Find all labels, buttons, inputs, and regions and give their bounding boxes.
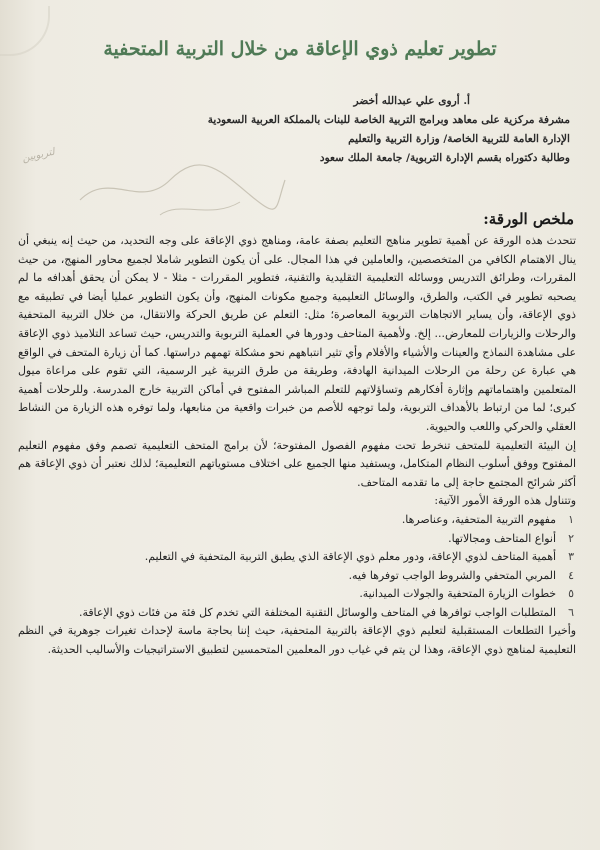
author-name: أ. أروى علي عبدالله أخضر [353,95,470,107]
abstract-heading: ملخص الورقة: [483,210,574,228]
abstract-paragraph-1: تتحدث هذه الورقة عن أهمية تطوير مناهج التعليم بصفة عامة، ومناهج ذوي الإعاقة على وجه التحديد، من حيث إنه ينبغي أن ينال الاهتمام الكافي من المتخصصين، والعاملين في هذا المجال. على أن يكون التطوير شاملا لجميع محاور المنهج، من حيث المقررات، وطرائق التدريس ووسائله التعليمية التقليدية والتقنية، فتطوير المقررات - مثلا - لا يمكن أن يحقق أهدافه ما لم يصحبه تطوير في الكتب، والطرق، والوسائل التعليمية وجميع مكونات المنهج، وأن يكون التطوير عمليا أيضا في تطبيقه مع ذوي الإعاقة، وأن يساير الاتجاهات التربوية المعاصرة؛ مثل: التعلم عن طريق الحركة والانتقال، من خلال التربية المتحفية والرحلات والزيارات للمعارض... إلخ. ولأهمية المتاحف ودورها في العملية التربوية والتدريس، حيث تساعد التلاميذ ذوي الإعاقة على مشاهدة النماذج والعينات والأشياء والأفلام وأي تثير انتباههم نحو مشكلة تهمهم دراستها. كما أن زيارة المتحف في الواقع هي عبارة عن رحلة من الرحلات الميدانية الهادفة، وطريقة من طرق التربية غير الرسمية، التي تقوم على مراعاة ميول المتعلمين واهتماماتهم وإثارة أفكارهم وتساؤلاتهم للتعلم المباشر المفتوح في أماكن التربية خارج المدرسة. وللرحلات أهمية كبرى؛ لما من ارتباط بالأهداف التربوية، ولما توجهه للأصم من خبرات واقعية من منابعها، ولما توفره هذه الزيارة من النشاط العقلي والحركي واللعب والحيوية. [18,234,576,433]
author-role-2: الإدارة العامة للتربية الخاصة/ وزارة التربية والتعليم [348,133,570,145]
list-item: ٣ أهمية المتاحف لذوي الإعاقة، ودور معلم ذوي الإعاقة الذي يطبق التربية المتحفية في التعليم. [144,550,574,564]
handwritten-annotation [70,140,290,230]
list-item: ١ مفهوم التربية المتحفية، وعناصرها. [401,512,574,526]
handwritten-note: لتربويين [21,146,56,165]
topics-list [18,511,576,623]
list-item: ٢ أنواع المتاحف ومجالاتها. [448,531,574,545]
list-intro: وتتناول هذه الورقة الأمور الآتية: [434,494,576,508]
list-item: ٦ المتطلبات الواجب توافرها في المتاحف والوسائل التقنية المختلفة التي تخدم كل فئة من فئات ذوي الإعاقة. [79,605,574,619]
list-item: ٤ المربي المتحفي والشروط الواجب توفرها فيه. [348,568,574,582]
author-role-3: وطالبة دكتوراه بقسم الإدارة التربوية/ جامعة الملك سعود [319,152,570,164]
page-title: تطوير تعليم ذوي الإعاقة من خلال التربية المتحفية [103,38,497,60]
list-item: ٥ خطوات الزيارة المتحفية والجولات الميدانية. [359,587,574,601]
abstract-paragraph-2: إن البيئة التعليمية للمتحف تنخرط تحت مفهوم الفصول المفتوحة؛ لأن برامج المتحف التعليمية تصمم وفق مفهوم التعليم المفتوح ووفق أسلوب النظام المتكامل، ويستفيد منها الجميع على اختلاف مستوياتهم التعليمية؛ لذلك نعتبر أن ذوي الإعاقة هم أكثر شرائح المجتمع حاجة إلى ما تقدمه المتاحف. [18,438,576,489]
author-role-1: مشرفة مركزية على معاهد وبرامج التربية الخاصة للبنات بالمملكة العربية السعودية [207,114,570,126]
closing-paragraph: وأخيرا التطلعات المستقبلية لتعليم ذوي الإعاقة بالتربية المتحفية، حيث إننا بحاجة ماسة لإحداث تغيرات جوهرية في النظم التعليمية لمناهج ذوي الإعاقة، وهذا لن يتم في غياب دور المعلمين المتحمسين لتطبيق الاستراتيجيات والأساليب الحديثة. [18,624,576,657]
abstract-body [18,232,576,660]
